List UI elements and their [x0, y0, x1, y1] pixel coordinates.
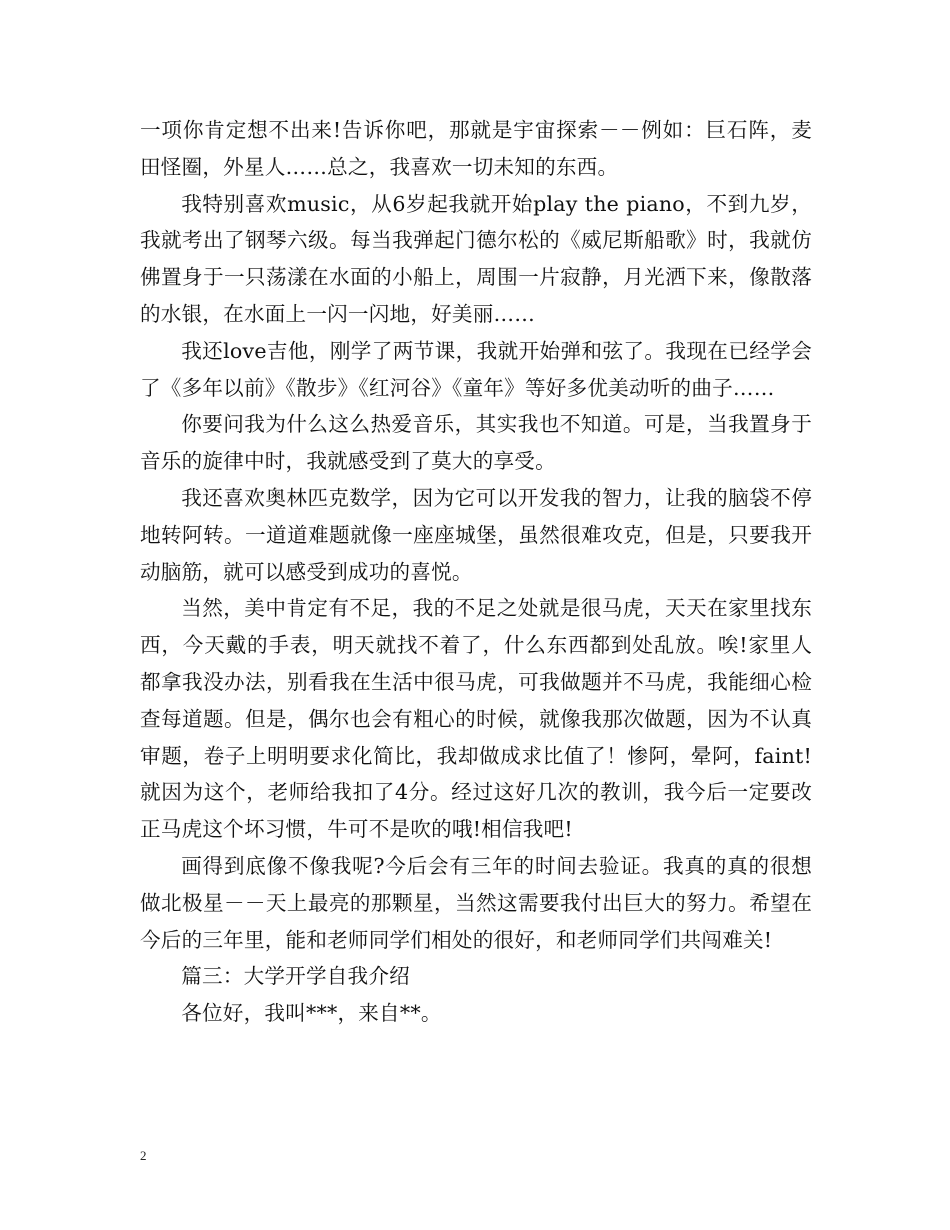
paragraph-4: 你要问我为什么这么热爱音乐，其实我也不知道。可是，当我置身于音乐的旋律中时，我就感受到了莫大的享受。	[140, 412, 812, 474]
paragraph-2: 我特别喜欢music，从6岁起我就开始play the piano，不到九岁，我就考出了钢琴六级。每当我弹起门德尔松的《威尼斯船歌》时，我就仿佛置身于一只荡漾在水面的小船上，周围一片寂静，月光洒下来，像散落的水银，在水面上一闪一闪地，好美丽……	[140, 191, 812, 326]
paragraph-8: 各位好，我叫***，来自**。	[181, 1001, 442, 1026]
paragraph-3: 我还love吉他，刚学了两节课，我就开始弹和弦了。我现在已经学会了《多年以前》《散步》《红河谷》《童年》等好多优美动听的曲子……	[140, 338, 812, 400]
paragraph-5: 我还喜欢奥林匹克数学，因为它可以开发我的智力，让我的脑袋不停地转阿转。一道道难题就像一座座城堡，虽然很难攻克，但是，只要我开动脑筋，就可以感受到成功的喜悦。	[140, 485, 812, 584]
section-heading: 篇三：大学开学自我介绍	[181, 964, 410, 989]
paragraph-6: 当然，美中肯定有不足，我的不足之处就是很马虎，天天在家里找东西，今天戴的手表，明天就找不着了，什么东西都到处乱放。唉!家里人都拿我没办法，别看我在生活中很马虎，可我做题并不马虎，我能细心检查每道题。但是，偶尔也会有粗心的时候，就像我那次做题，因为不认真审题，卷子上明明要求化简比，我却做成求比值了！惨阿，晕阿，faint!就因为这个，老师给我扣了4分。经过这好几次的教训，我今后一定要改正马虎这个坏习惯，牛可不是吹的哦!相信我吧!	[140, 596, 812, 842]
paragraph-1: 一项你肯定想不出来!告诉你吧，那就是宇宙探索－－例如：巨石阵，麦田怪圈，外星人……总之，我喜欢一切未知的东西。	[140, 118, 812, 179]
paragraph-7: 画得到底像不像我呢?今后会有三年的时间去验证。我真的真的很想做北极星－－天上最亮的那颗星，当然这需要我付出巨大的努力。希望在今后的三年里，能和老师同学们相处的很好，和老师同学们共闯难关!	[140, 853, 812, 952]
document-body	[140, 112, 812, 1032]
page-number: 2	[140, 1148, 147, 1163]
